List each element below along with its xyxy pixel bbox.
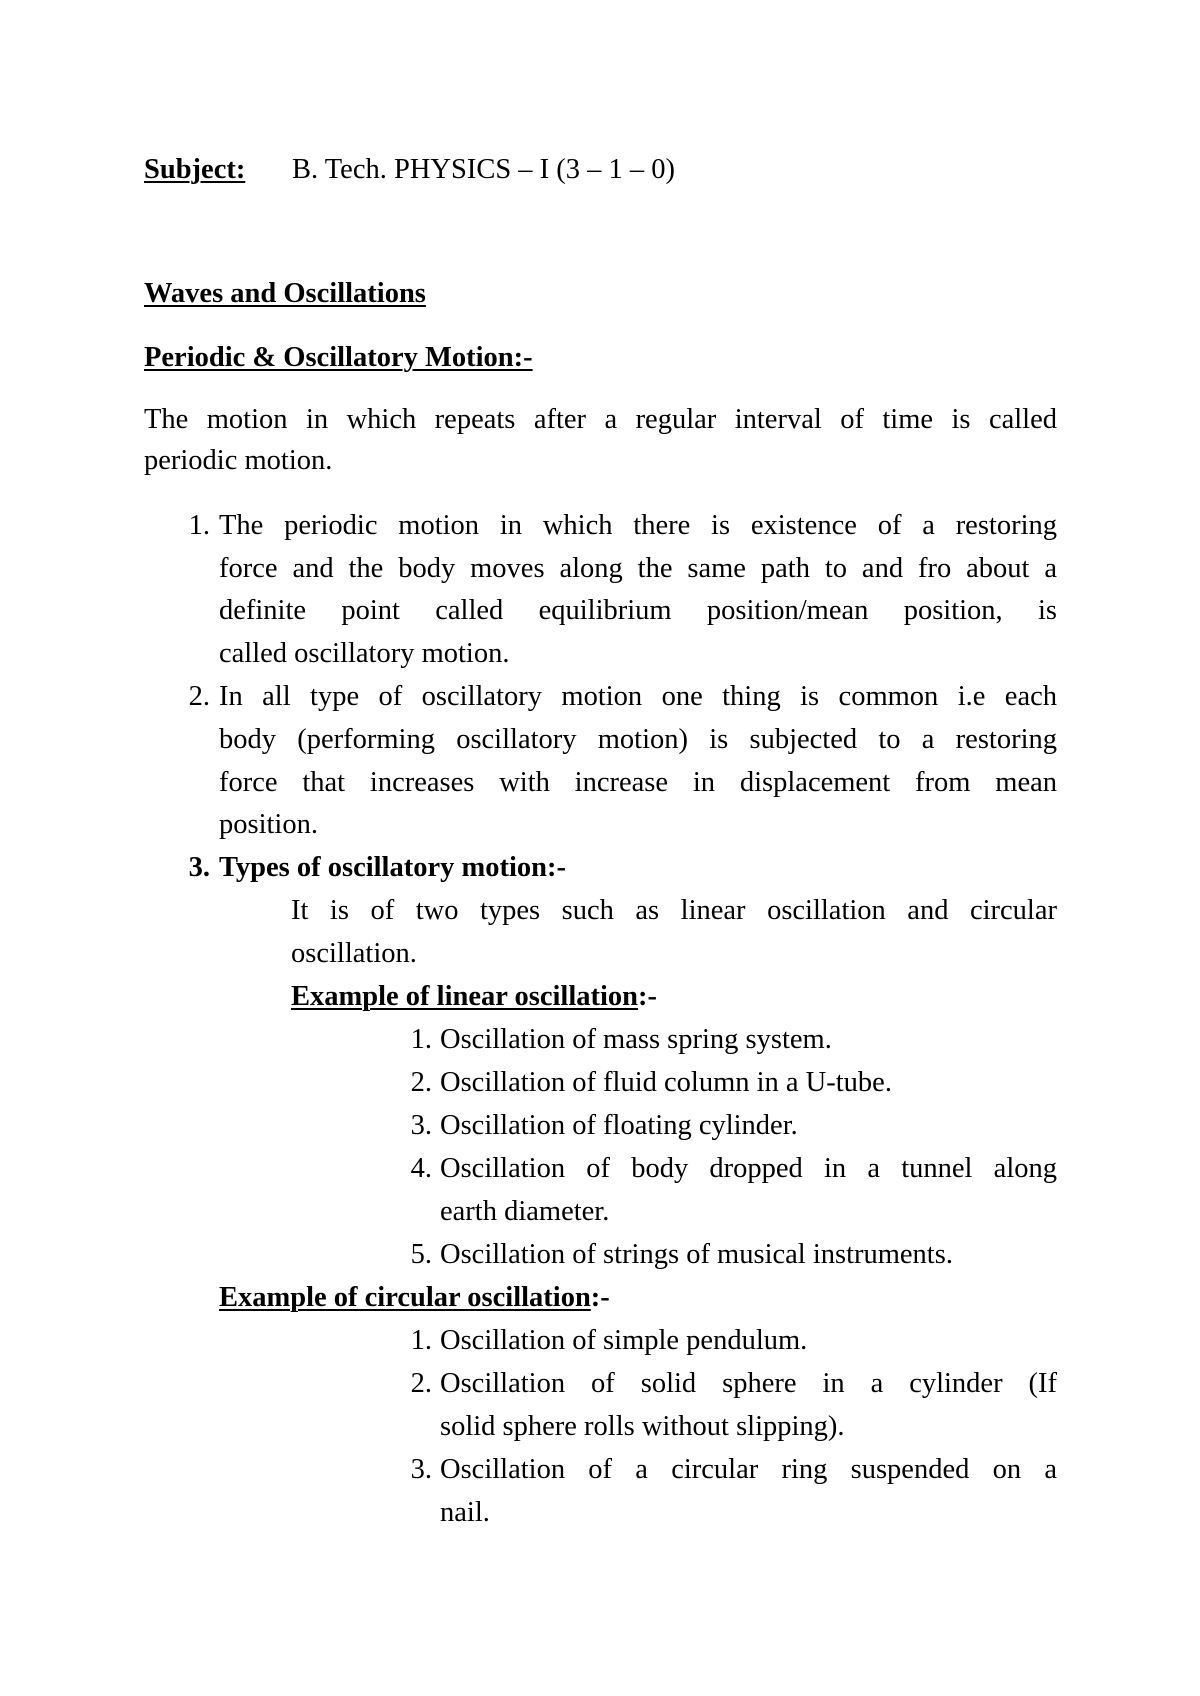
list-item-number: 1. bbox=[410, 1325, 432, 1356]
circular-heading-suffix: :- bbox=[590, 1282, 610, 1313]
list-item-number: 5. bbox=[410, 1239, 432, 1270]
list-item-number: 3. bbox=[410, 1110, 432, 1141]
circular-item-1: Oscillation of simple pendulum. bbox=[440, 1325, 808, 1356]
subject-value: B. Tech. PHYSICS – I (3 – 1 – 0) bbox=[292, 154, 676, 185]
subject-label: Subject: bbox=[144, 154, 246, 185]
circular-item-2-line-2: solid sphere rolls without slipping). bbox=[440, 1411, 845, 1442]
circular-item-3-line-2: nail. bbox=[440, 1497, 490, 1528]
point-number: 1. bbox=[188, 510, 210, 541]
list-item-number: 4. bbox=[410, 1153, 432, 1184]
linear-heading-suffix: :- bbox=[638, 981, 657, 1012]
linear-item-2: Oscillation of fluid column in a U-tube. bbox=[440, 1067, 892, 1098]
chapter-title: Waves and Oscillations bbox=[144, 278, 426, 309]
point-number: 3. bbox=[188, 852, 210, 883]
point-2-line-2: body (performing oscillatory motion) is subjected to a restoring bbox=[219, 724, 1057, 755]
linear-item-1: Oscillation of mass spring system. bbox=[440, 1024, 832, 1055]
intro-line-1: The motion in which repeats after a regular interval of time is called bbox=[144, 404, 1057, 435]
point-1-line-4: called oscillatory motion. bbox=[219, 638, 510, 669]
linear-item-4-line-1: Oscillation of body dropped in a tunnel along bbox=[440, 1153, 1057, 1184]
point-2-line-4: position. bbox=[219, 809, 318, 840]
circular-item-2-line-1: Oscillation of solid sphere in a cylinder (If bbox=[440, 1368, 1057, 1399]
list-item-number: 2. bbox=[410, 1368, 432, 1399]
list-item-number: 3. bbox=[410, 1454, 432, 1485]
intro-line-2: periodic motion. bbox=[144, 445, 333, 476]
linear-item-5: Oscillation of strings of musical instruments. bbox=[440, 1239, 953, 1270]
point-2-line-1: In all type of oscillatory motion one thing is common i.e each bbox=[219, 681, 1057, 712]
point-number: 2. bbox=[188, 681, 210, 712]
section-heading: Periodic & Oscillatory Motion:- bbox=[144, 342, 533, 373]
point-2-line-3: force that increases with increase in displacement from mean bbox=[219, 767, 1057, 798]
circular-heading: Example of circular oscillation bbox=[219, 1282, 591, 1313]
point-1-line-3: definite point called equilibrium position/mean position, is bbox=[219, 595, 1057, 626]
linear-heading-row bbox=[291, 983, 657, 1012]
circular-item-3-line-1: Oscillation of a circular ring suspended on a bbox=[440, 1454, 1057, 1485]
types-heading: Types of oscillatory motion:- bbox=[219, 852, 566, 883]
types-line-1: It is of two types such as linear oscillation and circular bbox=[291, 895, 1057, 926]
linear-heading: Example of linear oscillation bbox=[291, 981, 639, 1012]
point-1-line-2: force and the body moves along the same path to and fro about a bbox=[219, 553, 1057, 584]
list-item-number: 2. bbox=[410, 1067, 432, 1098]
point-1-line-1: The periodic motion in which there is existence of a restoring bbox=[219, 510, 1057, 541]
linear-item-3: Oscillation of floating cylinder. bbox=[440, 1110, 798, 1141]
list-item-number: 1. bbox=[410, 1024, 432, 1055]
linear-item-4-line-2: earth diameter. bbox=[440, 1196, 610, 1227]
types-line-2: oscillation. bbox=[291, 938, 417, 969]
circular-heading-row bbox=[219, 1284, 610, 1313]
